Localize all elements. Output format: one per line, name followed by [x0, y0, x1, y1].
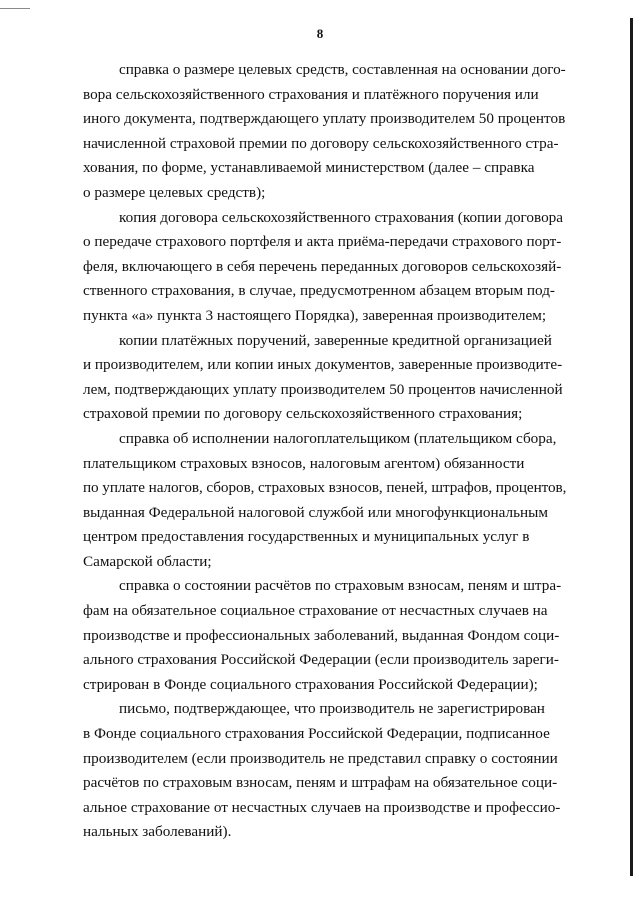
text-line: страховой премии по договору сельскохозяйственного страхования; — [83, 405, 523, 423]
text-line: альное страхование от несчастных случаев на производстве и профессио- — [83, 798, 561, 816]
text-line: о передаче страхового портфеля и акта приёма-передачи страхового порт- — [83, 233, 562, 251]
scan-edge-right — [630, 18, 633, 876]
text-line: пункта «а» пункта 3 настоящего Порядка), заверенная производителем; — [83, 306, 547, 324]
text-line: выданная Федеральной налоговой службой или многофункциональным — [83, 503, 548, 521]
text-line: копия договора сельскохозяйственного страхования (копии договора — [119, 208, 564, 226]
text-line: хования, по форме, устанавливаемой министерством (далее – справка — [83, 159, 535, 177]
text-line: в Фонде социального страхования Российской Федерации, подписанное — [83, 725, 550, 743]
text-line: Самарской области; — [83, 552, 212, 570]
text-line: фам на обязательное социальное страхование от несчастных случаев на — [83, 602, 548, 620]
text-line: справка об исполнении налогоплательщиком (плательщиком сбора, — [119, 429, 557, 447]
text-line: начисленной страховой премии по договору сельскохозяйственного стра- — [83, 134, 559, 152]
text-line: нальных заболеваний). — [83, 823, 232, 841]
paragraph-social-insurance-certificate — [83, 574, 566, 697]
text-line: центром предоставления государственных и муниципальных услуг в — [83, 528, 530, 546]
text-line: письмо, подтверждающее, что производитель не зарегистрирован — [119, 700, 545, 718]
text-line: справка о размере целевых средств, составленная на основании дого- — [119, 61, 566, 78]
text-line: иного документа, подтверждающего уплату производителем 50 процентов — [83, 110, 566, 128]
paragraph-insurance-contract-copy — [83, 206, 566, 329]
text-line: справка о состоянии расчётов по страховым взносам, пеням и штра- — [119, 577, 562, 595]
text-line: расчётов по страховым взносам, пеням и штрафам на обязательное соци- — [83, 774, 558, 792]
text-line: стрирован в Фонде социального страхования Российской Федерации); — [83, 675, 538, 693]
scan-edge-top — [0, 0, 30, 9]
text-line: о размере целевых средств); — [83, 183, 266, 201]
paragraph-payment-orders-copies — [83, 329, 566, 427]
text-line: по уплате налогов, сборов, страховых взносов, пеней, штрафов, процентов, — [83, 479, 567, 497]
text-line: вора сельскохозяйственного страхования и платёжного поручения или — [83, 85, 539, 103]
text-line: ственного страхования, в случае, предусмотренном абзацем вторым под- — [83, 282, 555, 300]
paragraph-non-registration-letter — [83, 697, 566, 845]
document-body — [83, 58, 566, 845]
paragraph-target-funds-certificate — [83, 58, 566, 206]
paragraph-tax-certificate — [83, 427, 566, 575]
text-line: и производителем, или копии иных документов, заверенные производите- — [83, 356, 563, 374]
text-line: производителем (если производитель не представил справку о состоянии — [83, 749, 558, 767]
text-line: лем, подтверждающих уплату производителем 50 процентов начисленной — [83, 380, 563, 398]
page-number: 8 — [316, 26, 324, 41]
text-line: ального страхования Российской Федерации (если производитель зареги- — [83, 651, 559, 669]
text-line: копии платёжных поручений, заверенные кредитной организацией — [119, 331, 552, 349]
text-line: плательщиком страховых взносов, налоговым агентом) обязанности — [83, 454, 525, 472]
text-line: феля, включающего в себя перечень переданных договоров сельскохозяй- — [83, 257, 562, 275]
text-line: производстве и профессиональных заболеваний, выданная Фондом соци- — [83, 626, 560, 644]
